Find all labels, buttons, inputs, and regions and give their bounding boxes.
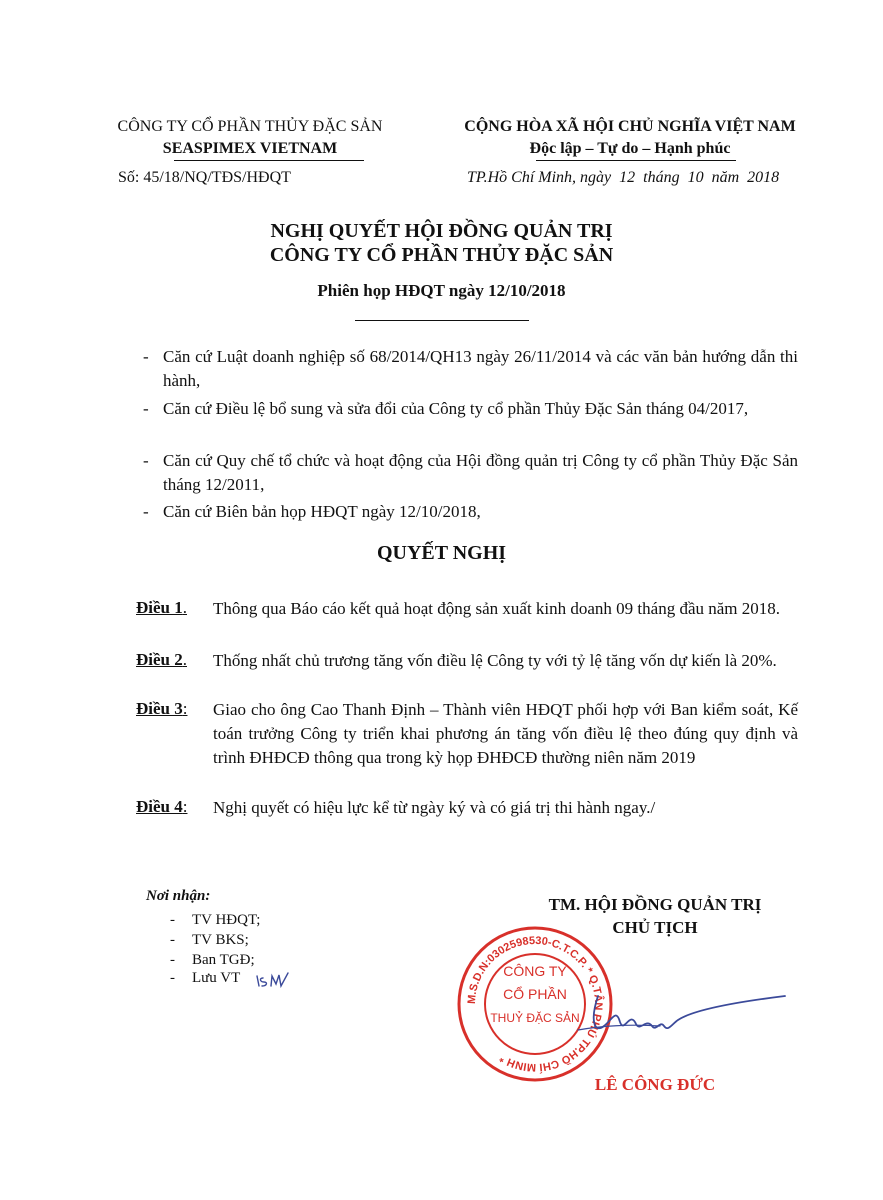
recipient-item: - Lưu VT — [170, 970, 241, 986]
article-text: Thống nhất chủ trương tăng vốn điều lệ Công ty với tỷ lệ tăng vốn dự kiến là 20%. — [213, 651, 777, 670]
resolution-heading: QUYẾT NGHỊ — [376, 542, 507, 564]
article-label: Điều 1. — [136, 598, 187, 617]
national-motto: Độc lập – Tự do – Hạnh phúc — [529, 140, 731, 157]
article-text: Giao cho ông Cao Thanh Định – Thành viên HĐQT phối hợp với Ban kiểm soát, Kế toán trưởng Công ty triển khai phương án tăng vốn điều lệ theo đúng quy định và trình ĐHĐCĐ thông qua trong kỳ họp ĐHĐCĐ thường niên năm 2019 — [213, 700, 798, 767]
signature-position: CHỦ TỊCH — [612, 918, 698, 937]
bullet-dash: - — [143, 399, 149, 418]
article-label: Điều 4: — [136, 797, 188, 816]
article-label: Điều 2. — [136, 650, 187, 669]
place-date: TP.Hồ Chí Minh, ngày 12 tháng 10 năm 2018 — [467, 169, 780, 186]
signer-name: LÊ CÔNG ĐỨC — [594, 1075, 716, 1094]
basis-item: Căn cứ Điều lệ bổ sung và sửa đổi của Công ty cổ phần Thủy Đặc Sản tháng 04/2017, — [163, 399, 749, 418]
article-label: Điều 3: — [136, 699, 188, 718]
recipients-heading: Nơi nhận: — [146, 888, 211, 904]
national-title: CỘNG HÒA XÃ HỘI CHỦ NGHĨA VIỆT NAM — [464, 118, 796, 135]
recipient-item: - TV HĐQT; — [170, 912, 261, 928]
basis-item: Căn cứ Biên bản họp HĐQT ngày 12/10/2018, — [163, 502, 481, 521]
svg-text:M.S.D.N:0302598530-C.T.C.P. *: M.S.D.N:0302598530-C.T.C.P. * Q.TÂN PHÚ TP.HỒ CHÍ MINH * — [465, 934, 605, 1074]
handwritten-initials — [255, 970, 291, 990]
recipient-item: - Ban TGĐ; — [170, 952, 255, 968]
svg-text:CỔ PHẦN: CỔ PHẦN — [503, 986, 567, 1002]
title-divider — [355, 320, 529, 321]
company-name: CÔNG TY CỔ PHẦN THỦY ĐẶC SẢN — [117, 118, 383, 135]
brand-underline — [174, 160, 364, 161]
article-text: Nghị quyết có hiệu lực kể từ ngày ký và có giá trị thi hành ngay./ — [213, 798, 656, 817]
article-text: Thông qua Báo cáo kết quả hoạt động sản xuất kinh doanh 09 tháng đầu năm 2018. — [213, 599, 781, 618]
handwritten-signature — [560, 990, 790, 1060]
basis-item: Căn cứ Luật doanh nghiệp số 68/2014/QH13 ngày 26/11/2014 và các văn bản hướng dẫn thi hành, — [163, 347, 798, 390]
bullet-dash: - — [143, 347, 149, 366]
motto-underline — [536, 160, 736, 161]
signature-on-behalf: TM. HỘI ĐỒNG QUẢN TRỊ — [548, 895, 762, 914]
svg-text:CÔNG TY: CÔNG TY — [503, 963, 567, 979]
document-number: Số: 45/18/NQ/TĐS/HĐQT — [118, 169, 291, 186]
company-brand: SEASPIMEX VIETNAM — [162, 140, 338, 157]
svg-text:THUỶ ĐẶC SẢN: THUỶ ĐẶC SẢN — [490, 1011, 580, 1025]
bullet-dash: - — [143, 502, 149, 521]
session-line: Phiên họp HĐQT ngày 12/10/2018 — [317, 281, 566, 300]
recipient-item: - TV BKS; — [170, 932, 249, 948]
basis-item: Căn cứ Quy chế tổ chức và hoạt động của Hội đồng quản trị Công ty cổ phần Thủy Đặc Sản tháng 12/2011, — [163, 451, 798, 494]
document-title: NGHỊ QUYẾT HỘI ĐỒNG QUẢN TRỊ — [270, 220, 613, 242]
document-subtitle: CÔNG TY CỔ PHẦN THỦY ĐẶC SẢN — [269, 244, 614, 266]
bullet-dash: - — [143, 451, 149, 470]
